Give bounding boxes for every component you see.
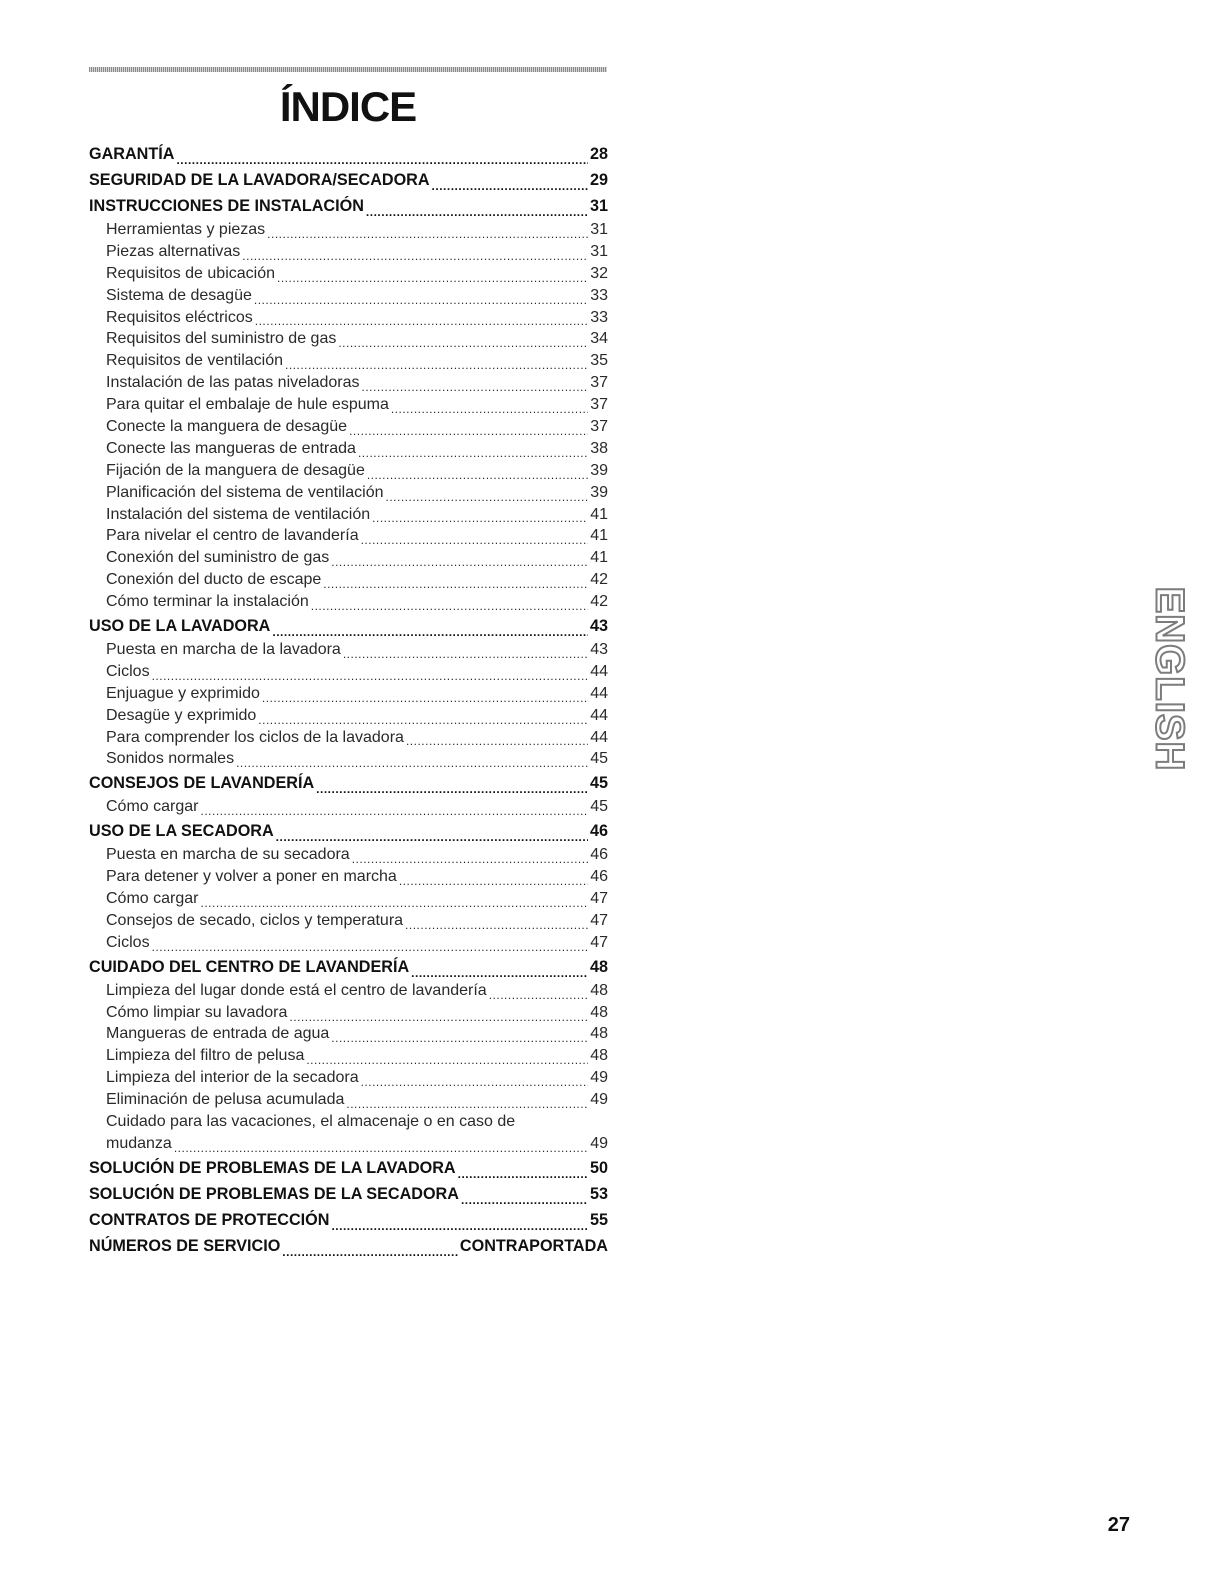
toc-entry-page: 28 — [589, 145, 608, 163]
toc-entry-label: Para nivelar el centro de lavandería — [106, 527, 359, 545]
toc-entry-page: 41 — [590, 505, 608, 523]
toc-entry-label: Para detener y volver a poner en marcha — [106, 868, 397, 886]
toc-entry-label: Cuidado para las vacaciones, el almacenaje o en caso de — [106, 1113, 516, 1131]
toc-entry-page: 37 — [590, 396, 608, 414]
toc-entry-label: Enjuague y exprimido — [106, 684, 260, 702]
toc-entry-label: Requisitos eléctricos — [106, 308, 253, 326]
toc-entry-label: INSTRUCCIONES DE INSTALACIÓN — [89, 197, 364, 215]
toc-entry-page: 45 — [590, 750, 608, 768]
toc-leader-dots — [361, 525, 589, 547]
toc-entry-page: 50 — [589, 1158, 608, 1177]
toc-entry-page: 49 — [590, 1069, 608, 1087]
toc-entry-page: 45 — [590, 798, 608, 816]
toc-entry-page: 31 — [590, 242, 608, 260]
toc-entry-label: SEGURIDAD DE LA LAVADORA/SECADORA — [89, 171, 430, 189]
toc-leader-dots — [372, 504, 588, 526]
toc-entry-page: 48 — [589, 957, 608, 976]
toc-entry-label: USO DE LA LAVADORA — [89, 617, 271, 636]
toc-leader-dots — [399, 866, 588, 888]
toc-leader-dots — [352, 844, 589, 866]
toc-subsection-entry — [89, 438, 608, 460]
toc-subsection-entry — [89, 591, 608, 613]
toc-subsection-entry — [89, 394, 608, 416]
toc-entry-label: Sonidos normales — [106, 750, 235, 768]
toc-leader-dots — [255, 307, 588, 329]
toc-subsection-entry — [89, 460, 608, 482]
toc-leader-dots — [349, 416, 588, 438]
toc-entry-label: Conexión del ducto de escape — [106, 571, 322, 589]
toc-leader-dots — [331, 1207, 588, 1233]
toc-leader-dots — [285, 350, 588, 372]
page-title: ÍNDICE — [279, 83, 417, 130]
toc-subsection-entry — [89, 1002, 608, 1024]
toc-entry-page: 37 — [590, 374, 608, 392]
toc-entry-page: 44 — [590, 706, 608, 724]
toc-entry-label: SOLUCIÓN DE PROBLEMAS DE LA LAVADORA — [89, 1158, 456, 1177]
toc-leader-dots — [405, 910, 588, 932]
table-of-contents — [89, 141, 608, 1259]
toc-subsection-entry — [89, 705, 608, 727]
toc-subsection-entry — [89, 932, 608, 954]
toc-subsection-entry — [89, 372, 608, 394]
toc-entry-page: 47 — [590, 911, 608, 929]
toc-entry-label: Para quitar el embalaje de hule espuma — [106, 396, 389, 414]
toc-leader-dots — [176, 141, 588, 167]
toc-leader-dots — [306, 1045, 588, 1067]
toc-entry-label: Limpieza del lugar donde está el centro de lavandería — [106, 981, 487, 999]
toc-entry-label: CONSEJOS DE LAVANDERÍA — [89, 774, 315, 793]
toc-entry-label: USO DE LA SECADORA — [89, 822, 274, 841]
toc-subsection-entry — [89, 547, 608, 569]
toc-subsection-entry — [89, 241, 608, 263]
language-tab-label: ENGLISH — [1147, 586, 1192, 772]
toc-leader-dots — [200, 796, 588, 818]
toc-entry-page: 33 — [590, 308, 608, 326]
toc-leader-dots — [338, 328, 588, 350]
toc-section-entry — [89, 141, 608, 167]
toc-section-entry — [89, 1207, 608, 1233]
toc-entry-page: 47 — [590, 933, 608, 951]
toc-entry-page: 48 — [590, 1047, 608, 1065]
toc-leader-dots — [343, 639, 588, 661]
toc-subsection-entry — [89, 683, 608, 705]
toc-entry-page: 35 — [590, 352, 608, 370]
toc-subsection-entry — [89, 219, 608, 241]
toc-leader-dots — [391, 394, 588, 416]
toc-entry-page: 43 — [590, 641, 608, 659]
toc-entry-page: 42 — [590, 593, 608, 611]
toc-entry-label: Ciclos — [106, 933, 150, 951]
toc-entry-page: 48 — [590, 981, 608, 999]
toc-entry-label: Planificación del sistema de ventilación — [106, 483, 384, 501]
toc-entry-label: Desagüe y exprimido — [106, 706, 257, 724]
toc-entry-page: 39 — [590, 461, 608, 479]
toc-entry-label: Cómo cargar — [106, 798, 199, 816]
toc-leader-dots — [258, 705, 588, 727]
toc-leader-dots — [267, 219, 588, 241]
toc-section-entry — [89, 818, 608, 844]
toc-entry-page: CONTRAPORTADA — [459, 1236, 608, 1255]
language-tab — [1147, 568, 1192, 790]
toc-leader-dots — [385, 482, 588, 504]
toc-leader-dots — [461, 1181, 588, 1207]
toc-leader-dots — [262, 683, 588, 705]
toc-subsection-entry — [89, 569, 608, 591]
toc-entry-label: Requisitos del suministro de gas — [106, 330, 337, 348]
toc-entry-label: Conecte las mangueras de entrada — [106, 439, 356, 457]
toc-entry-label: Puesta en marcha de su secadora — [106, 846, 350, 864]
toc-entry-label: Piezas alternativas — [106, 242, 241, 260]
toc-section-entry — [89, 770, 608, 796]
toc-leader-dots — [489, 980, 589, 1002]
toc-entry-label: Sistema de desagüe — [106, 286, 252, 304]
toc-entry-page: 49 — [590, 1091, 608, 1109]
toc-entry-label: Conexión del suministro de gas — [106, 549, 330, 567]
toc-leader-dots — [367, 460, 588, 482]
toc-subsection-entry — [89, 285, 608, 307]
toc-leader-dots — [282, 1233, 458, 1259]
toc-entry-label: Conecte la manguera de desagüe — [106, 418, 348, 435]
toc-entry-label: Para comprender los ciclos de la lavadora — [106, 728, 404, 746]
toc-section-entry — [89, 954, 608, 980]
toc-entry-page: 41 — [590, 527, 608, 545]
toc-entry-page: 39 — [590, 483, 608, 501]
toc-leader-dots — [236, 748, 588, 770]
toc-entry-page: 46 — [589, 822, 608, 841]
toc-subsection-entry — [89, 866, 608, 888]
toc-entry-page: 38 — [590, 439, 608, 457]
toc-entry-label: SOLUCIÓN DE PROBLEMAS DE LA SECADORA — [89, 1184, 459, 1203]
toc-subsection-entry — [89, 639, 608, 661]
toc-entry-page: 55 — [589, 1210, 608, 1229]
toc-subsection-entry — [89, 1067, 608, 1089]
toc-subsection-entry — [89, 1133, 608, 1155]
toc-entry-page: 49 — [590, 1134, 608, 1152]
toc-entry-label: Ciclos — [106, 662, 150, 680]
toc-entry-page: 43 — [589, 617, 608, 636]
toc-subsection-entry — [89, 525, 608, 547]
toc-leader-dots — [289, 1002, 588, 1024]
toc-leader-dots — [272, 613, 588, 639]
toc-entry-page: 48 — [590, 1025, 608, 1043]
toc-leader-dots — [411, 954, 588, 980]
toc-entry-label: Requisitos de ubicación — [106, 264, 275, 282]
toc-entry-label: Limpieza del filtro de pelusa — [106, 1047, 305, 1065]
toc-leader-dots — [358, 438, 588, 460]
toc-entry-label: Instalación del sistema de ventilación — [106, 505, 371, 523]
toc-entry-page: 31 — [590, 220, 608, 238]
toc-section-entry — [89, 1181, 608, 1207]
toc-entry-page: 44 — [590, 662, 608, 680]
toc-subsection-entry — [89, 844, 608, 866]
toc-subsection-entry — [89, 888, 608, 910]
toc-entry-page: 48 — [590, 1003, 608, 1021]
toc-entry-page: 42 — [590, 571, 608, 589]
toc-subsection-entry — [89, 727, 608, 749]
toc-leader-dots — [311, 591, 588, 613]
toc-leader-dots — [323, 569, 588, 591]
toc-section-entry — [89, 193, 608, 219]
toc-entry-label: CUIDADO DEL CENTRO DE LAVANDERÍA — [89, 957, 410, 976]
toc-leader-dots — [276, 818, 588, 844]
toc-subsection-entry — [89, 980, 608, 1002]
toc-subsection-entry — [89, 307, 608, 329]
toc-entry-label: Limpieza del interior de la secadora — [106, 1069, 359, 1087]
toc-section-entry — [89, 613, 608, 639]
toc-subsection-entry — [89, 1111, 608, 1133]
header-rule — [89, 67, 607, 72]
toc-entry-label: Herramientas y piezas — [106, 220, 266, 238]
toc-leader-dots — [406, 727, 588, 749]
toc-entry-label: GARANTÍA — [89, 145, 175, 163]
toc-entry-page: 32 — [590, 264, 608, 282]
toc-entry-page: 41 — [590, 549, 608, 567]
toc-subsection-entry — [89, 263, 608, 285]
toc-subsection-entry — [89, 482, 608, 504]
toc-entry-label: NÚMEROS DE SERVICIO — [89, 1236, 281, 1255]
toc-section-entry — [89, 1155, 608, 1181]
toc-entry-label: Instalación de las patas niveladoras — [106, 374, 360, 392]
toc-entry-label: Requisitos de ventilación — [106, 352, 283, 370]
toc-entry-page: 33 — [590, 286, 608, 304]
toc-entry-page: 46 — [590, 846, 608, 864]
toc-leader-dots — [366, 193, 588, 219]
toc-section-entry — [89, 167, 608, 193]
toc-entry-page: 46 — [590, 868, 608, 886]
toc-entry-label: Fijación de la manguera de desagüe — [106, 461, 365, 479]
toc-leader-dots — [174, 1133, 588, 1155]
toc-leader-dots — [458, 1155, 588, 1181]
toc-subsection-entry — [89, 504, 608, 526]
toc-subsection-entry — [89, 416, 608, 438]
toc-leader-dots — [331, 547, 588, 569]
toc-subsection-entry — [89, 350, 608, 372]
toc-subsection-entry — [89, 796, 608, 818]
toc-entry-page: 45 — [589, 774, 608, 793]
toc-leader-dots — [254, 285, 588, 307]
toc-entry-page: 29 — [589, 171, 608, 189]
toc-leader-dots — [346, 1089, 588, 1111]
toc-entry-label: CONTRATOS DE PROTECCIÓN — [89, 1210, 330, 1229]
toc-entry-label: Consejos de secado, ciclos y temperatura — [106, 911, 404, 929]
toc-entry-label: Cómo terminar la instalación — [106, 593, 309, 611]
toc-entry-label: mudanza — [106, 1134, 172, 1152]
toc-subsection-entry — [89, 1045, 608, 1067]
toc-section-entry — [89, 1233, 608, 1259]
toc-subsection-entry — [89, 661, 608, 683]
toc-leader-dots — [200, 888, 588, 910]
toc-entry-page: 34 — [590, 330, 608, 348]
toc-entry-page: 53 — [589, 1184, 608, 1203]
toc-subsection-entry — [89, 1024, 608, 1046]
toc-entry-page: 44 — [590, 684, 608, 702]
toc-leader-dots — [152, 661, 589, 683]
page-number: 27 — [1107, 1514, 1130, 1536]
toc-leader-dots — [331, 1024, 588, 1046]
toc-entry-label: Eliminación de pelusa acumulada — [106, 1091, 345, 1109]
toc-leader-dots — [277, 263, 588, 285]
toc-leader-dots — [362, 372, 589, 394]
toc-entry-label: Cómo limpiar su lavadora — [106, 1003, 288, 1021]
toc-entry-page: 37 — [590, 418, 608, 435]
toc-subsection-entry — [89, 910, 608, 932]
toc-leader-dots — [152, 932, 589, 954]
toc-entry-label: Cómo cargar — [106, 890, 199, 908]
toc-entry-page: 44 — [590, 728, 608, 746]
toc-entry-page: 47 — [590, 890, 608, 908]
toc-subsection-entry — [89, 1089, 608, 1111]
toc-leader-dots — [242, 241, 588, 263]
toc-leader-dots — [432, 167, 588, 193]
toc-entry-label: Puesta en marcha de la lavadora — [106, 641, 341, 659]
toc-entry-page: 31 — [589, 197, 608, 215]
toc-leader-dots — [361, 1067, 589, 1089]
toc-leader-dots — [316, 770, 588, 796]
toc-subsection-entry — [89, 748, 608, 770]
toc-subsection-entry — [89, 328, 608, 350]
toc-entry-label: Mangueras de entrada de agua — [106, 1025, 330, 1043]
